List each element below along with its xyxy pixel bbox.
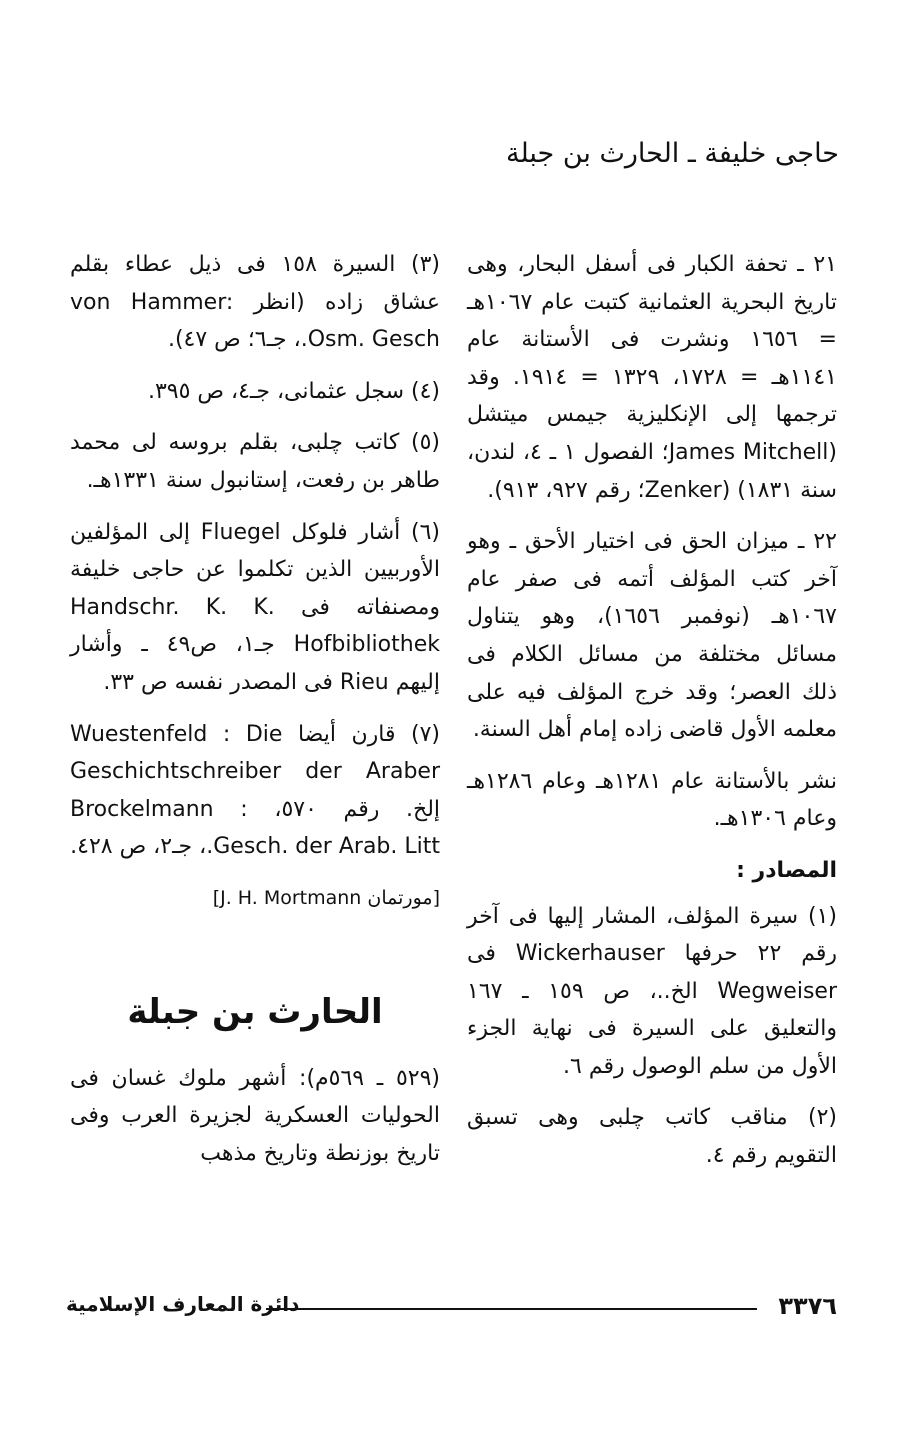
source-item-4: (٤) سجل عثمانى، جـ٤، ص ٣٩٥. — [147, 378, 440, 404]
article-title: الحارث بن جبلة — [127, 991, 383, 1032]
page-number: ٣٣٧٦ — [778, 1292, 837, 1320]
source-item-3: (٣) السيرة ١٥٨ فى ذيل عطاء بقلم عشاق زاده (انظر von Hammer: Osm. Gesch.، جـ٦؛ ص ٤٧). — [70, 252, 440, 353]
source-item-7: (٧) قارن أيضا Wuestenfeld : Die Geschichtschreiber der Araber إلخ. رقم ٥٧٠، Brockelmann : Gesch. der Arab. Litt.، جـ٢، ص ٤٢٨. — [70, 721, 441, 860]
publication-title: دائرة المعارف الإسلامية — [66, 1292, 300, 1316]
source-item-6: (٦) أشار فلوكل Fluegel إلى المؤلفين الأوربيين الذين تكلموا عن حاجى خليفة ومصنفاته فى Handschr. K. K. Hofbibliothek جـ١، ص٤٩ ـ وأشار إليهم Rieu فى المصدر نفسه ص ٣٣. — [70, 519, 440, 695]
article-opening: (٥٢٩ ـ ٥٦٩م): أشهر ملوك غسان فى الحوليات العسكرية لجزيرة العرب وفى تاريخ بوزنطة وتاريخ مذهب — [70, 1065, 440, 1166]
source-item-5: (٥) كاتب چلبى، بقلم بروسه لى محمد طاهر بن رفعت، إستانبول سنة ١٣٣١هـ. — [70, 430, 440, 493]
running-head: حاجى خليفة ـ الحارث بن جبلة — [505, 138, 839, 169]
entry-22: ٢٢ ـ ميزان الحق فى اختيار الأحق ـ وهو آخر كتب المؤلف أتمه فى صفر عام ١٠٦٧هـ (نوفمبر ١٦٥٦)، وهو يتناول مسائل مختلفة من مسائل الكلام فى ذلك العصر؛ وقد خرج المؤلف فيه على معلمه الأول قاضى زاده إمام أهل السنة. — [467, 529, 837, 743]
publication-note: نشر بالأستانة عام ١٢٨١هـ وعام ١٢٨٦هـ وعام ١٣٠٦هـ. — [467, 768, 838, 832]
author-signature: [مورتمان J. H. Mortmann] — [212, 886, 440, 909]
sources-heading: المصادر : — [736, 857, 837, 883]
entry-21: ٢١ ـ تحفة الكبار فى أسفل البحار، وهى تاريخ البحرية العثمانية كتبت عام ١٠٦٧هـ = ١٦٥٦ ونشرت فى الأستانة عام ١١٤١هـ = ١٧٢٨، ١٣٢٩ = ١٩١٤. وقد ترجمها إلى الإنكليزية جيمس ميتشل (James Mitchell؛ الفصول ١ ـ ٤، لندن، سنة ١٨٣١) (Zenker؛ رقم ٩٢٧، ٩١٣). — [467, 252, 837, 503]
source-item-1: (١) سيرة المؤلف، المشار إليها فى آخر رقم ٢٢ حرفها Wickerhauser فى Wegweiser الخ..، ص ١٥٩ ـ ١٦٧ والتعليق على السيرة فى نهاية الجزء الأول من سلم الوصول رقم ٦. — [467, 903, 837, 1079]
page-footer — [66, 1290, 837, 1330]
source-item-2: (٢) مناقب كاتب چلبى وهى تسبق التقويم رقم ٤. — [467, 1105, 837, 1169]
left-column — [70, 246, 440, 1186]
right-column — [467, 246, 837, 1189]
footer-divider — [266, 1308, 757, 1310]
